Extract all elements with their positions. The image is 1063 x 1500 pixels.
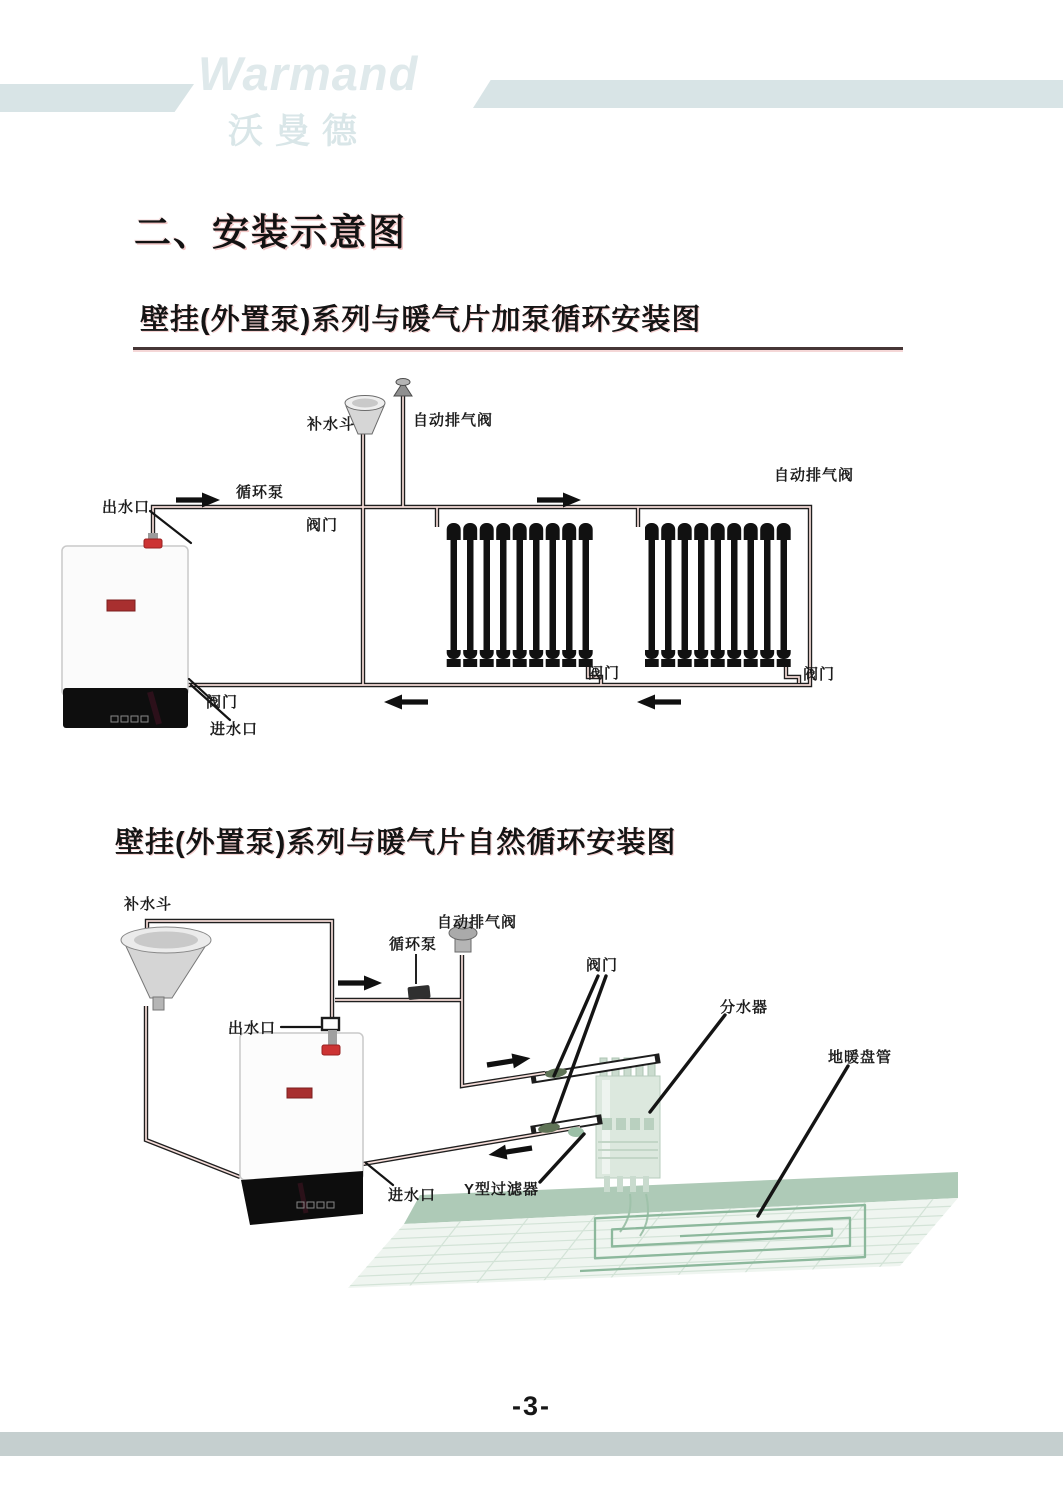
- footer-band: [0, 1432, 1063, 1456]
- label-manifold: 分水器: [720, 999, 769, 1016]
- arrow-right-supply-4: [486, 1051, 532, 1073]
- label-pump-2: 循环泵: [389, 936, 438, 953]
- label-outlet-1: 出水口: [102, 499, 151, 516]
- diagram1-title-underline: [133, 347, 903, 350]
- label-exhaust-valve-1: 自动排气阀: [413, 412, 494, 429]
- diagram2-drawing: [0, 880, 1063, 1300]
- boiler-unit-2: [240, 1018, 363, 1225]
- brand-logo-chinese: 沃曼德: [228, 112, 370, 151]
- radiator-group-1: [445, 523, 594, 667]
- water-funnel-2: [121, 927, 211, 1010]
- section-title: 二、安装示意图: [134, 212, 407, 253]
- label-inlet-1: 进水口: [210, 721, 259, 738]
- boiler2-outlet-connector: [322, 1045, 340, 1055]
- brand-logo: Warmand: [198, 47, 419, 100]
- header-band-left: [0, 84, 194, 112]
- boiler1-outlet-connector: [144, 539, 162, 548]
- label-valve-return-1: 阀门: [206, 694, 239, 711]
- diagram2-title: 壁挂(外置泵)系列与暖气片自然循环安装图: [115, 827, 677, 859]
- arrow-left-return-1: [384, 695, 428, 710]
- label-exhaust-valve-right-1: 自动排气阀: [774, 467, 855, 484]
- label-floor-coil: 地暖盘管: [828, 1049, 893, 1066]
- boiler-unit-1: [62, 533, 188, 728]
- boiler2-badge: [287, 1088, 312, 1098]
- label-valve-main-1: 阀门: [306, 517, 339, 534]
- auto-exhaust-valve-1: [394, 379, 412, 397]
- label-y-filter: Y型过滤器: [464, 1181, 540, 1198]
- manifold: [596, 1058, 660, 1192]
- page-number: -3-: [512, 1391, 551, 1421]
- radiator-group-2: [645, 523, 791, 667]
- label-funnel-2: 补水斗: [124, 896, 173, 913]
- header-band-right: [473, 80, 1063, 108]
- arrow-right-supply-3: [338, 976, 382, 991]
- label-valve-mid-1: 阀门: [588, 665, 621, 682]
- arrow-left-return-2: [637, 695, 681, 710]
- flow-arrows-2: [338, 976, 533, 1163]
- diagram1-title: 壁挂(外置泵)系列与暖气片加泵循环安装图: [140, 304, 702, 336]
- label-valve-right-1: 阀门: [803, 666, 836, 683]
- label-funnel-1: 补水斗: [307, 416, 356, 433]
- label-pump-1: 循环泵: [236, 484, 285, 501]
- boiler2-top-stub: [328, 1030, 337, 1047]
- circulation-pump-2: [407, 954, 430, 1000]
- label-exhaust-valve-2: 自动排气阀: [437, 914, 518, 931]
- diagram1-drawing: [0, 370, 1063, 770]
- label-valve-2: 阀门: [586, 957, 619, 974]
- boiler2-outlet-fitting: [322, 1018, 339, 1030]
- boiler1-badge: [107, 600, 135, 611]
- label-inlet-2: 进水口: [388, 1187, 437, 1204]
- label-outlet-2: 出水口: [228, 1020, 277, 1037]
